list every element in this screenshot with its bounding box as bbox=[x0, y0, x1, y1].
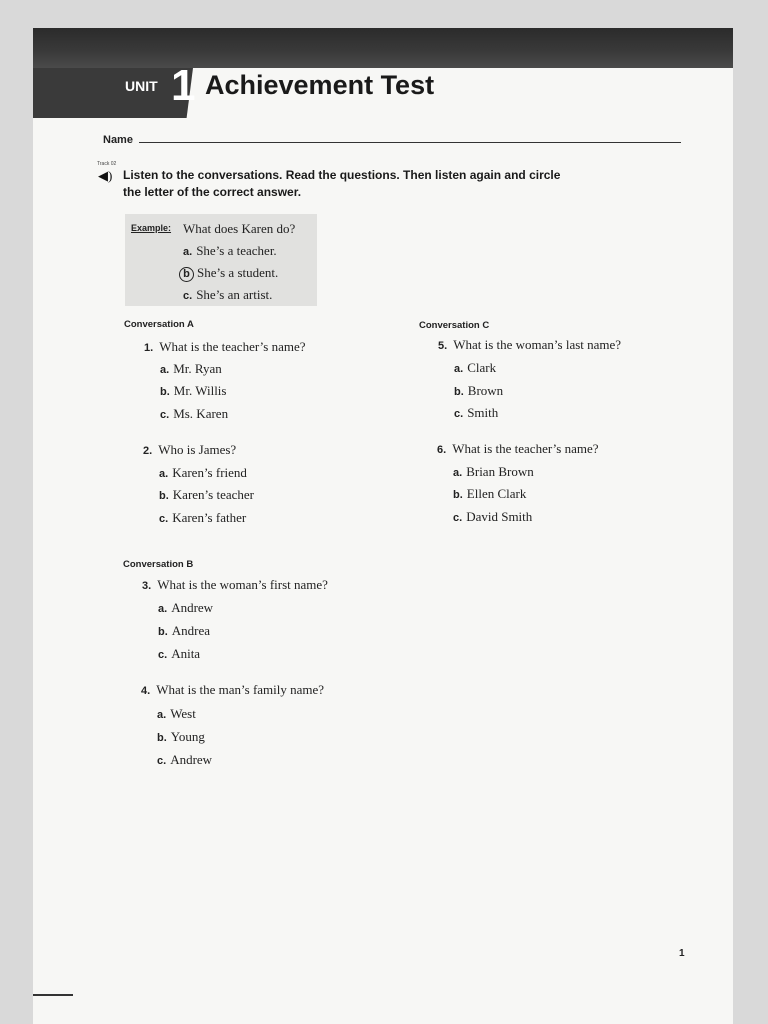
page-title: Achievement Test bbox=[205, 70, 435, 100]
q3-option-a[interactable]: a. Andrew bbox=[158, 600, 214, 615]
unit-tab bbox=[33, 68, 193, 118]
header-bar bbox=[33, 28, 733, 68]
q2-option-c[interactable]: c. Karen’s father bbox=[159, 510, 247, 525]
q4-option-a[interactable]: a. West bbox=[157, 706, 196, 721]
speaker-icon: ◀) bbox=[98, 168, 113, 183]
test-page bbox=[33, 28, 733, 1024]
q4-option-c[interactable]: c. Andrew bbox=[157, 752, 213, 767]
name-field[interactable] bbox=[139, 142, 681, 143]
example-option-c: c. She’s an artist. bbox=[183, 287, 273, 302]
q4-option-b[interactable]: b. Young bbox=[157, 729, 205, 744]
question-3: 3. What is the woman’s first name? bbox=[142, 577, 328, 592]
q5-option-b[interactable]: b. Brown bbox=[454, 383, 504, 398]
q1-option-a[interactable]: a. Mr. Ryan bbox=[160, 361, 222, 376]
q5-option-c[interactable]: c. Smith bbox=[454, 405, 499, 420]
example-option-a: a. She’s a teacher. bbox=[183, 243, 277, 258]
instructions: Listen to the conversations. Read the questions. Then listen again and circle the letter of the correct answer. bbox=[123, 168, 561, 199]
question-1: 1. What is the teacher’s name? bbox=[144, 339, 306, 354]
unit-number: 1 bbox=[171, 61, 196, 110]
track-label: Track 02 bbox=[97, 161, 117, 167]
q3-option-c[interactable]: c. Anita bbox=[158, 646, 201, 661]
conversation-b-title: Conversation B bbox=[123, 559, 194, 570]
example-option-b: b She’s a student. bbox=[179, 265, 278, 282]
q6-option-a[interactable]: a. Brian Brown bbox=[453, 464, 534, 479]
question-4: 4. What is the man’s family name? bbox=[141, 682, 325, 697]
q1-option-b[interactable]: b. Mr. Willis bbox=[160, 383, 227, 398]
question-5: 5. What is the woman’s last name? bbox=[438, 337, 622, 352]
page-number: 1 bbox=[679, 948, 685, 959]
conversation-a-title: Conversation A bbox=[124, 319, 194, 330]
name-row bbox=[103, 130, 683, 148]
name-label: Name bbox=[103, 134, 133, 146]
q6-option-b[interactable]: b. Ellen Clark bbox=[453, 486, 527, 501]
example-box bbox=[125, 214, 317, 306]
example-label: Example: bbox=[131, 223, 172, 233]
q2-option-a[interactable]: a. Karen’s friend bbox=[159, 465, 247, 480]
q3-option-b[interactable]: b. Andrea bbox=[158, 623, 211, 638]
question-2: 2. Who is James? bbox=[143, 442, 237, 457]
divider bbox=[33, 994, 73, 996]
q5-option-a[interactable]: a. Clark bbox=[454, 360, 497, 375]
q1-option-c[interactable]: c. Ms. Karen bbox=[160, 406, 229, 421]
q2-option-b[interactable]: b. Karen’s teacher bbox=[159, 487, 254, 502]
question-6: 6. What is the teacher’s name? bbox=[437, 441, 599, 456]
example-question: What does Karen do? bbox=[183, 221, 296, 236]
circled-answer: b bbox=[179, 267, 194, 282]
q6-option-c[interactable]: c. David Smith bbox=[453, 509, 533, 524]
conversation-c-title: Conversation C bbox=[419, 320, 490, 331]
unit-label: UNIT bbox=[125, 78, 158, 94]
